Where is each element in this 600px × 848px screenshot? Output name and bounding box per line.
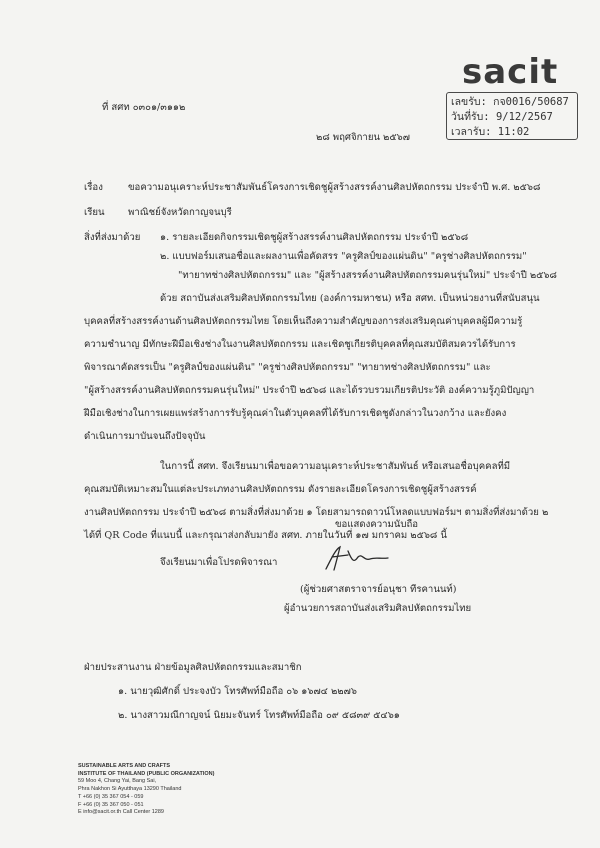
contact-person: ๑. นายวุฒิศักดิ์ ประจงบัว โทรศัพท์มือถือ ๐๖ ๑๖๗๔ ๒๒๗๖ <box>118 686 357 697</box>
stamp-receipt-no: เลขรับ: กจ0016/50687 <box>451 96 569 108</box>
signer-title: ผู้อำนวยการสถาบันส่งเสริมศิลปหัตถกรรมไทย <box>284 603 472 614</box>
footer-address: 59 Moo 4, Chang Yai, Bang Sai, <box>78 778 157 785</box>
closing-request: จึงเรียนมาเพื่อโปรดพิจารณา <box>160 557 278 568</box>
contact-person: ๒. นางสาวมณีกาญจน์ นิยมะจันทร์ โทรศัพท์มือถือ ๐๙ ๕๘๓๙ ๕๔๖๑ <box>118 710 400 721</box>
footer-phone: T +66 (0) 35 367 054 - 059 <box>78 793 144 800</box>
paragraph-line: "ผู้สร้างสรรค์งานศิลปหัตถกรรมคนรุ่นใหม่" ประจำปี ๒๕๖๘ และได้รวบรวมเกียรติประวัติ องค์ความรู้ภูมิปัญญา <box>84 385 535 396</box>
enclosure-item: ๒. แบบฟอร์มเสนอชื่อและผลงานเพื่อคัดสรร "ครูศิลป์ของแผ่นดิน" "ครูช่างศิลปหัตถกรรม" <box>160 251 527 262</box>
enclosure-item: ๑. รายละเอียดกิจกรรมเชิดชูผู้สร้างสรรค์งานศิลปหัตถกรรม ประจำปี ๒๕๖๘ <box>160 232 469 243</box>
paragraph-line: ในการนี้ สศท. จึงเรียนมาเพื่อขอความอนุเคราะห์ประชาสัมพันธ์ หรือเสนอชื่อบุคคลที่มี <box>160 461 511 472</box>
recipient-label: เรียน <box>84 207 105 218</box>
paragraph-line: งานศิลปหัตถกรรม ประจำปี ๒๕๖๘ ตามสิ่งที่ส่งมาด้วย ๑ โดยสามารถดาวน์โหลดแบบฟอร์มฯ ตามสิ่งที่ส่งมาด้วย ๒ <box>84 507 549 518</box>
footer-email: E info@sacit.or.th Call Center 1289 <box>78 809 164 816</box>
signer-name: (ผู้ช่วยศาสตราจารย์อนุชา ทีรคานนท์) <box>300 584 457 595</box>
footer-org-name-sub: INSTITUTE OF THAILAND (PUBLIC ORGANIZATION) <box>78 770 215 777</box>
subject-text: ขอความอนุเคราะห์ประชาสัมพันธ์โครงการเชิดชูผู้สร้างสรรค์งานศิลปหัตถกรรม ประจำปี พ.ศ. ๒๕๖๘ <box>128 182 541 193</box>
letter-date: ๒๘ พฤศจิกายน ๒๕๖๗ <box>316 132 410 143</box>
stamp-receipt-time: เวลารับ: 11:02 <box>451 126 530 138</box>
footer-org-name: SUSTAINABLE ARTS AND CRAFTS <box>78 763 171 769</box>
subject-label: เรื่อง <box>84 182 103 193</box>
footer-fax: F +66 (0) 35 367 050 - 051 <box>78 801 144 808</box>
enclosure-item: "ทายาทช่างศิลปหัตถกรรม" และ "ผู้สร้างสรรค์งานศิลปหัตถกรรมคนรุ่นใหม่" ประจำปี ๒๕๖๘ <box>178 270 557 281</box>
signature <box>318 543 398 573</box>
paragraph-line: ดำเนินการมาบันจนถึงปัจจุบัน <box>84 431 206 442</box>
contact-department: ฝ่ายประสานงาน ฝ่ายข้อมูลศิลปหัตถกรรมและสมาชิก <box>84 662 302 673</box>
paragraph-line: พิจารณาคัดสรรเป็น "ครูศิลป์ของแผ่นดิน" "ครูช่างศิลปหัตถกรรม" "ทายาทช่างศิลปหัตถกรรม" และ <box>84 362 491 373</box>
organization-footer <box>78 763 214 817</box>
paragraph-line: ได้ที่ QR Code ที่แนบนี้ และกรุณาส่งกลับมายัง สศท. ภายในวันที่ ๑๗ มกราคม ๒๕๖๘ นี้ <box>84 530 447 541</box>
paragraph-line: คุณสมบัติเหมาะสมในแต่ละประเภทงานศิลปหัตถกรรม ดังรายละเอียดโครงการเชิดชูผู้สร้างสรรค์ <box>84 484 477 495</box>
footer-address: Phra Nakhon Si Ayutthaya 13290 Thailand <box>78 786 182 793</box>
stamp-receipt-date: วันที่รับ: 9/12/2567 <box>451 111 553 123</box>
closing-salutation: ขอแสดงความนับถือ <box>335 519 419 530</box>
recipient-text: พาณิชย์จังหวัดกาญจนบุรี <box>128 207 232 218</box>
reference-number: ที่ สศท ๐๓๐๑/๓๑๑๒ <box>102 102 186 113</box>
paragraph-line: ความชำนาญ มีทักษะฝีมือเชิงช่างในงานศิลปหัตถกรรม และเชิดชูเกียรติบุคคลที่คุณสมบัติสมควรได้รับการ <box>84 339 516 350</box>
enclosure-label: สิ่งที่ส่งมาด้วย <box>84 232 141 243</box>
receipt-stamp <box>446 92 578 140</box>
paragraph-line: ด้วย สถาบันส่งเสริมศิลปหัตถกรรมไทย (องค์การมหาชน) หรือ สศท. เป็นหน่วยงานที่สนับสนุน <box>160 293 540 304</box>
paragraph-line: ฝีมือเชิงช่างในการเผยแพร่สร้างการรับรู้คุณค่าในตัวบุคคลที่ได้รับการเชิดชูดังกล่าวในวงกว้าง และยังคง <box>84 408 507 419</box>
sacit-logo: sacit <box>462 52 559 92</box>
paragraph-line: บุคคลที่สร้างสรรค์งานด้านศิลปหัตถกรรมไทย โดยเห็นถึงความสำคัญของการส่งเสริมคุณค่าบุคคลผู้มีความรู้ <box>84 316 523 327</box>
